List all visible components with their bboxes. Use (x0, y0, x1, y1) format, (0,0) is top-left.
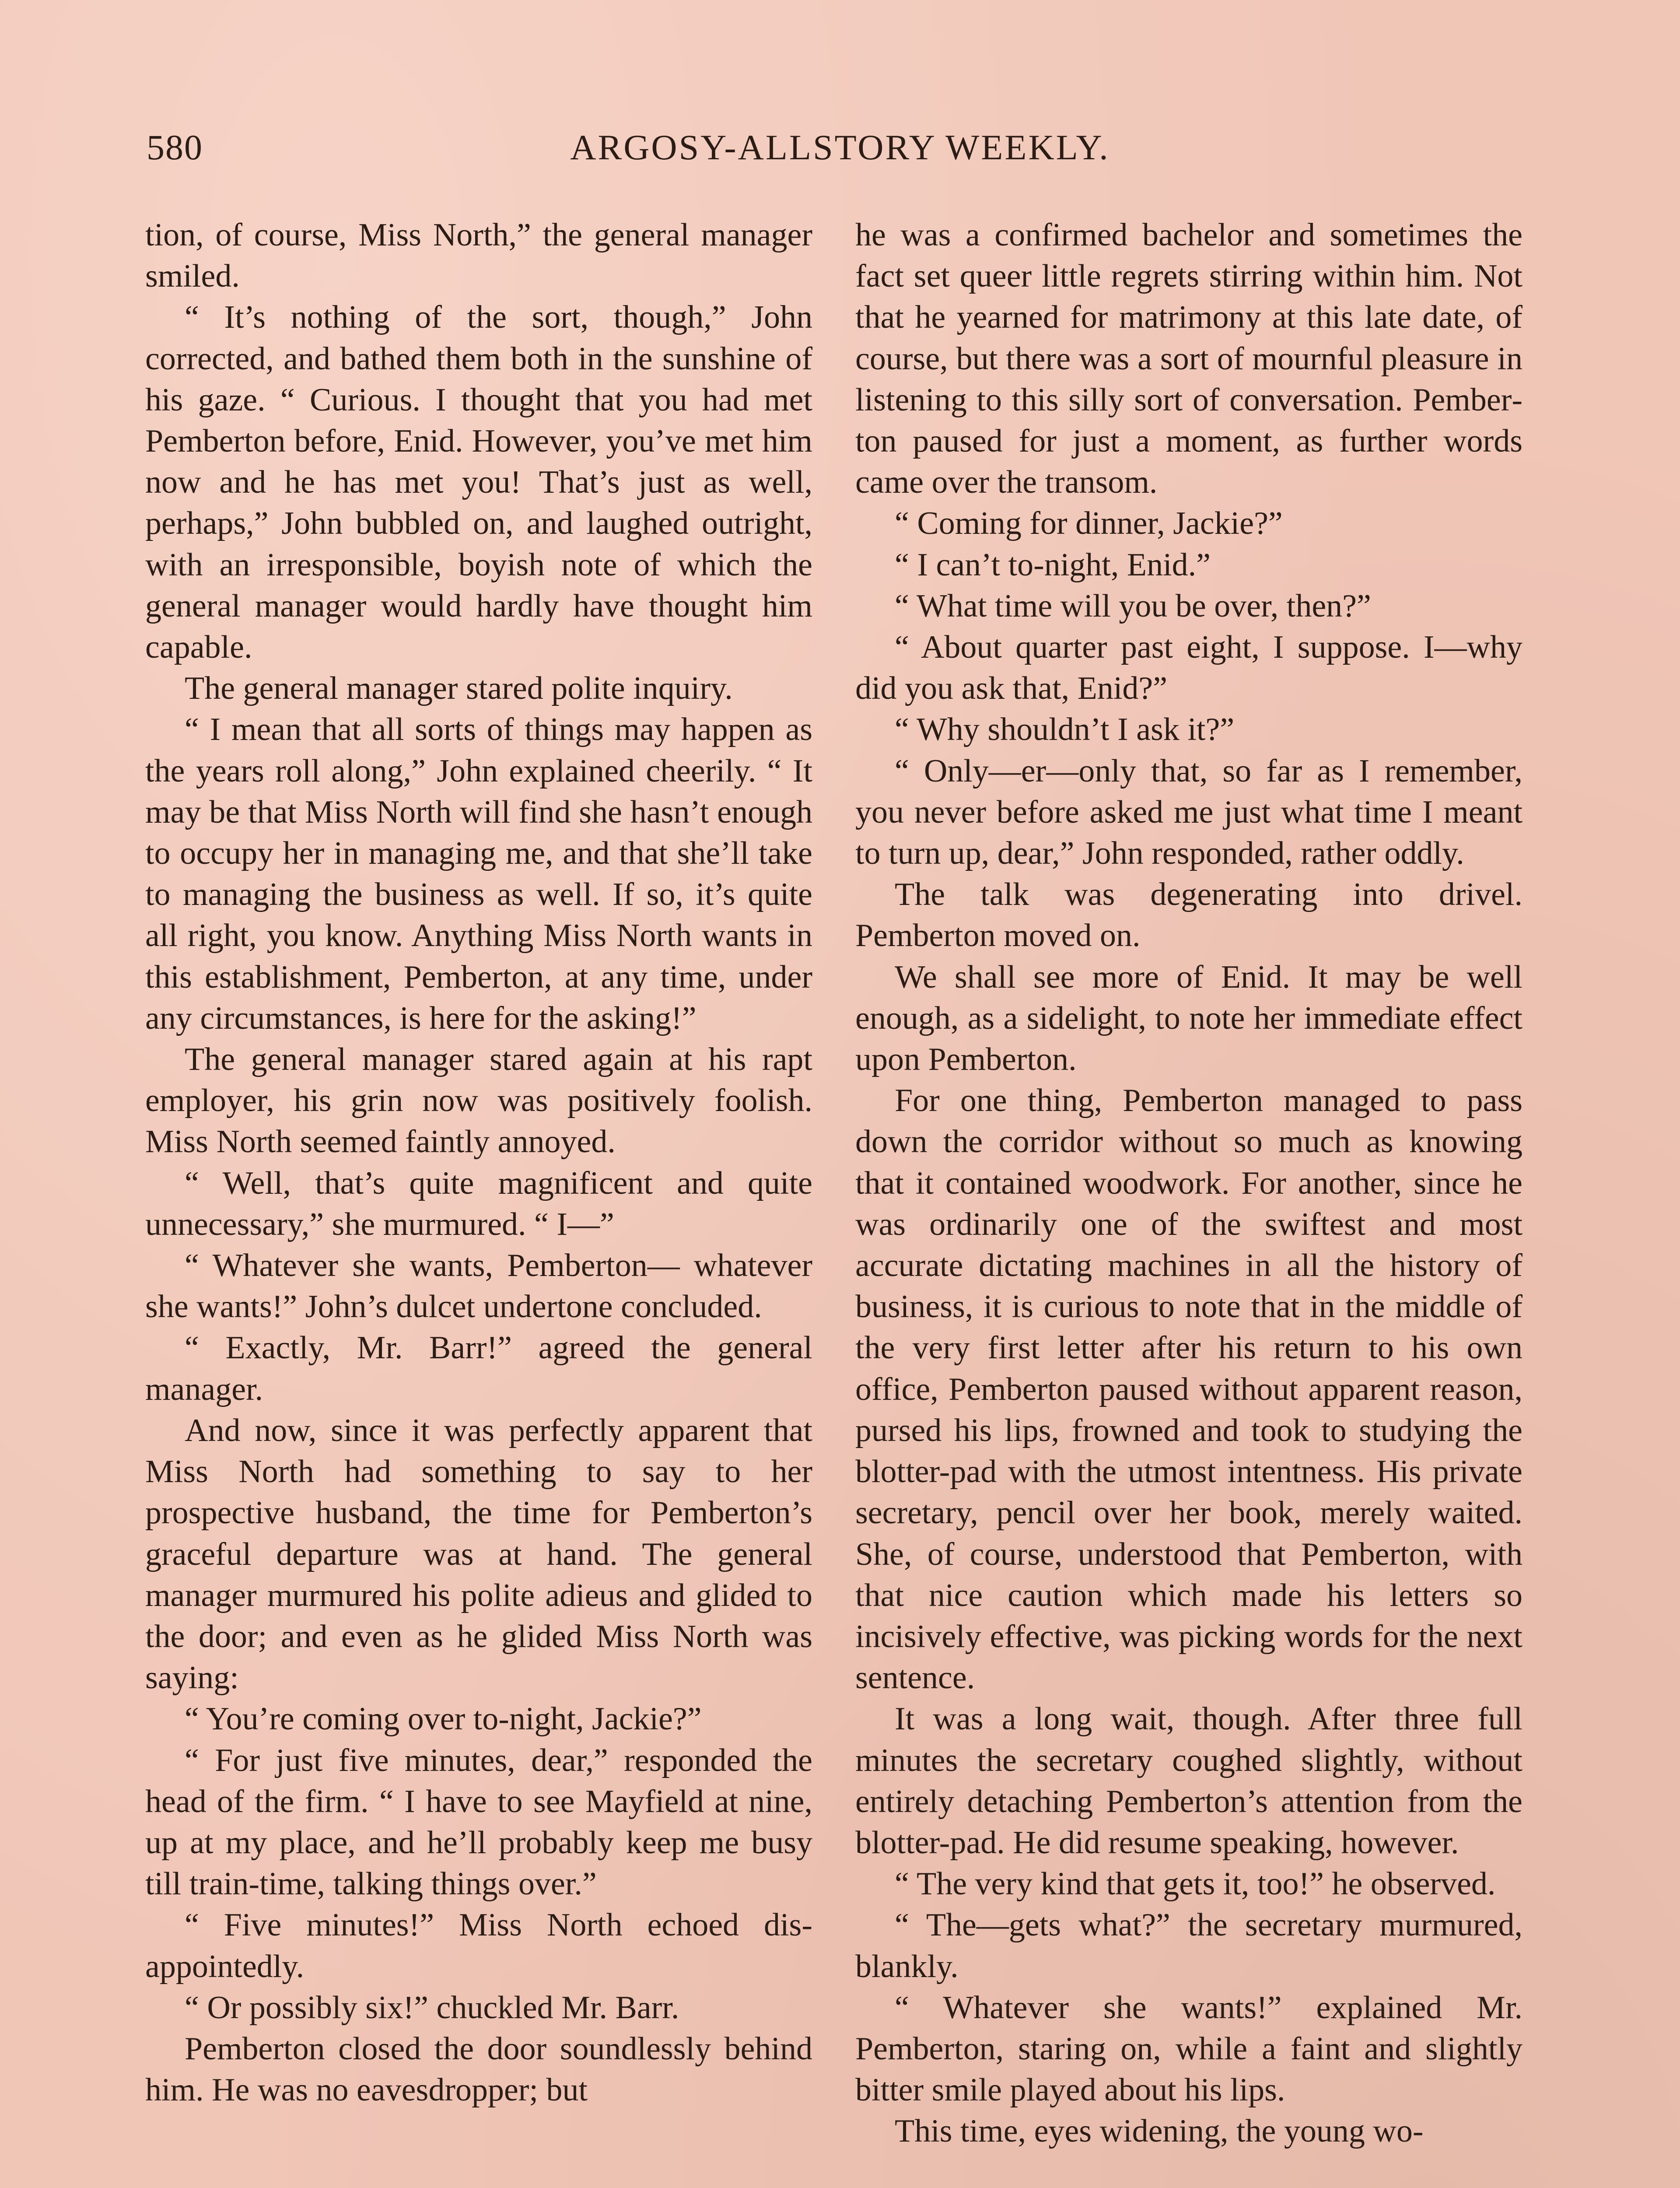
paragraph: “ Well, that’s quite magnificent and quite unnecessary,” she murmured. “ I—” (145, 1165, 812, 1242)
running-head: ARGOSY-ALLSTORY WEEKLY. (570, 127, 1110, 167)
right-text-column (855, 214, 1522, 2152)
paragraph: The talk was degenerating into drivel. Pemberton moved on. (855, 877, 1522, 954)
paragraph: “ About quarter past eight, I suppose. I—why did you ask that, Enid?” (855, 629, 1522, 707)
paragraph: “ Only—er—only that, so far as I remember, you never before asked me just what time I meant to turn up, dear,” John responded, rather oddly. (855, 753, 1522, 872)
paragraph: he was a confirmed bachelor and sometimes the fact set queer little regrets stirring within him. Not that he yearned for matrimony at this late date, of course, but there was a sort of mournful pleasure in listening to this silly sort of conversation. Pemberton paused for just a moment, as further words came over the transom. (855, 217, 1522, 501)
paragraph: We shall see more of Enid. It may be well enough, as a sidelight, to note her immediate effect upon Pemberton. (855, 959, 1522, 1078)
paragraph: “ I mean that all sorts of things may happen as the years roll along,” John explained cheerily. “ It may be that Miss North will find she hasn’t enough to occupy her in managing me, and that she’ll take to managing the business as well. If so, it’s quite all right, you know. Anything Miss North wants in this establishment, Pemberton, at any time, under any circumstances, is here for the asking!” (145, 712, 812, 1036)
left-text-column (145, 214, 812, 2111)
paragraph: The general manager stared again at his rapt employer, his grin now was positively foolish. Miss North seemed faintly annoyed. (145, 1041, 812, 1160)
paragraph: “ It’s nothing of the sort, though,” John corrected, and bathed them both in the sunshine of his gaze. “ Curious. I thought that you had met Pemberton before, Enid. However, you’ve met him now and he has met you! That’s just as well, perhaps,” John bubbled on, and laughed outright, with an irresponsible, boyish note of which the general manager would hardly have thought him capable. (145, 299, 812, 666)
paragraph: “ Exactly, Mr. Barr!” agreed the general manager. (145, 1330, 812, 1407)
paragraph: Pemberton closed the door soundlessly behind him. He was no eavesdropper; but (145, 2030, 812, 2108)
paragraph: It was a long wait, though. After three full minutes the secretary coughed slightly, without entirely detaching Pemberton’s attention from the blotter-pad. He did resume speaking, however. (855, 1701, 1522, 1861)
paragraph: For one thing, Pemberton managed to pass down the corridor without so much as knowing that it contained woodwork. For another, since he was ordinarily one of the swiftest and most accurate dictating machines in all the history of business, it is curious to note that in the middle of the very first letter after his return to his own office, Pemberton paused without apparent reason, pursed his lips, frowned and took to studying the blotter-pad with the utmost intentness. His private secretary, pencil over her book, merely waited. She, of course, understood that Pemberton, with that nice caution which made his letters so incisively effective, was picking words for the next sentence. (855, 1083, 1522, 1696)
paragraph: “ Coming for dinner, Jackie?” (895, 505, 1283, 542)
page-number: 580 (147, 127, 203, 167)
paragraph: This time, eyes widening, the young wo- (895, 2113, 1424, 2149)
paragraph: “ Why shouldn’t I ask it?” (895, 712, 1235, 748)
paragraph: “ You’re coming over to-night, Jackie?” (185, 1701, 702, 1737)
paragraph: “ For just five minutes, dear,” responded the head of the firm. “ I have to see Mayfield at nine, up at my place, and he’ll probably keep me busy till train-time, talking things over.” (145, 1742, 812, 1902)
paragraph: “ I can’t to-night, Enid.” (895, 547, 1211, 583)
paragraph: “ Whatever she wants!” explained Mr. Pemberton, staring on, while a faint and slightly bitter smile played about his lips. (855, 1989, 1522, 2108)
page-header (147, 127, 1533, 179)
paragraph: “ What time will you be over, then?” (895, 588, 1371, 624)
paragraph: “ Whatever she wants, Pemberton— whatever she wants!” John’s dulcet undertone concluded. (145, 1248, 812, 1325)
paragraph: tion, of course, Miss North,” the general manager smiled. (145, 217, 812, 295)
paragraph: “ The—gets what?” the secretary murmured, blankly. (855, 1907, 1522, 1985)
paragraph: “ Five minutes!” Miss North echoed disappointedly. (145, 1907, 812, 1985)
paragraph: The general manager stared polite inquiry. (185, 670, 733, 707)
paragraph: “ Or possibly six!” chuckled Mr. Barr. (185, 1989, 679, 2026)
paragraph: “ The very kind that gets it, too!” he observed. (895, 1866, 1496, 1902)
paragraph: And now, since it was perfectly apparent that Miss North had something to say to her prospective husband, the time for Pemberton’s graceful departure was at hand. The general manager murmured his polite adieus and glided to the door; and even as he glided Miss North was saying: (145, 1412, 812, 1696)
